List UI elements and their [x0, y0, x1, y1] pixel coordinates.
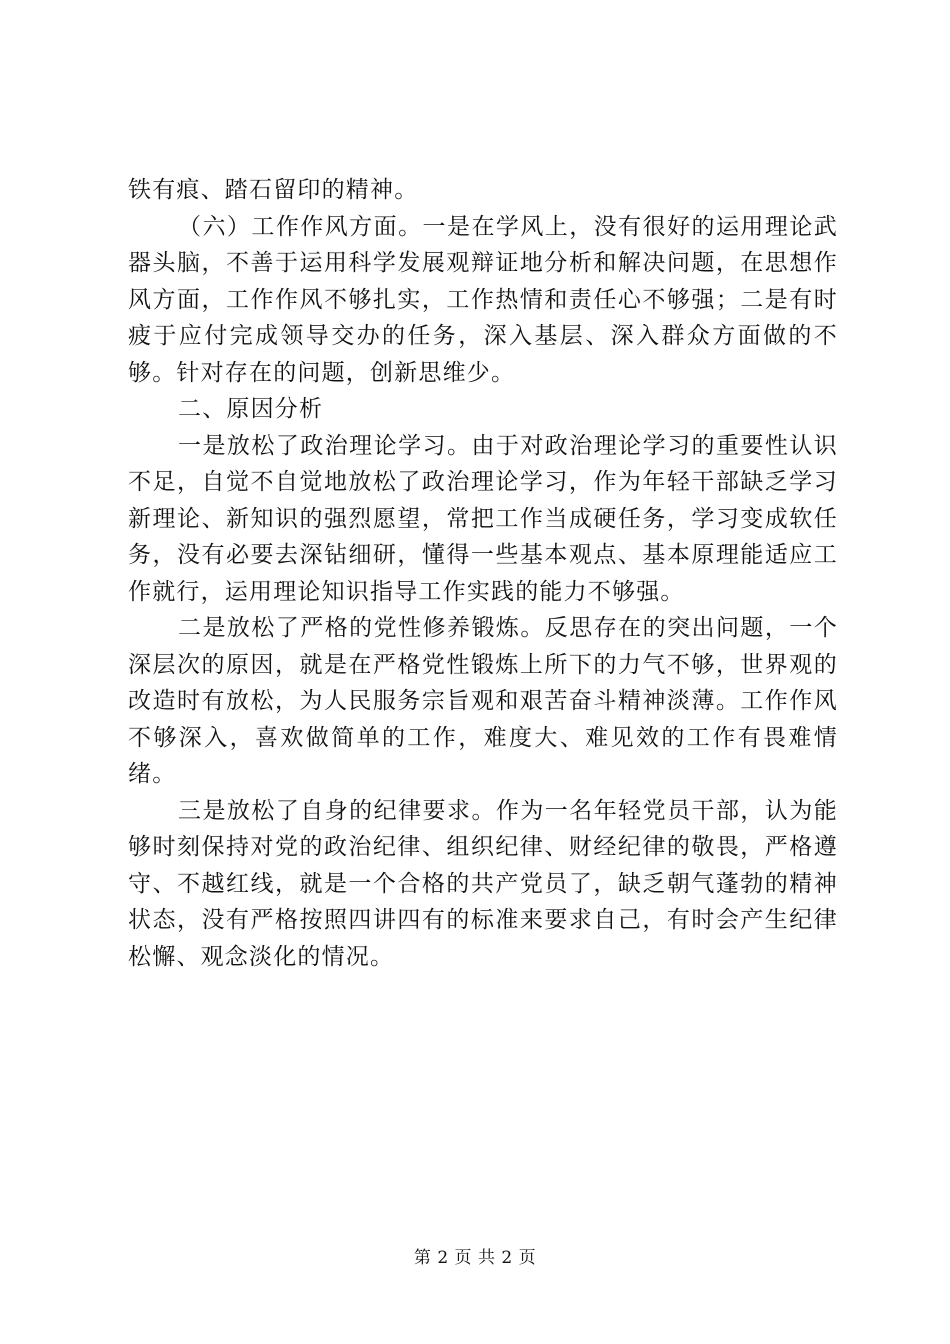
page-number-footer: 第 2 页 共 2 页	[413, 1248, 537, 1268]
paragraph-reason-two: 二是放松了严格的党性修养锻炼。反思存在的突出问题，一个深层次的原因，就是在严格党性锻炼上所下的力气不够，世界观的改造时有放松，为人民服务宗旨观和艰苦奋斗精神淡薄。工作作风不够深入，喜欢做简单的工作，难度大、难见效的工作有畏难情绪。	[128, 615, 838, 787]
document-body	[128, 172, 838, 975]
paragraph-work-style: （六）工作作风方面。一是在学风上，没有很好的运用理论武器头脑，不善于运用科学发展观辩证地分析和解决问题，在思想作风方面，工作作风不够扎实，工作热情和责任心不够强；二是有时疲于应付完成领导交办的任务，深入基层、深入群众方面做的不够。针对存在的问题，创新思维少。	[128, 213, 838, 386]
paragraph-continuation: 铁有痕、踏石留印的精神。	[128, 177, 419, 203]
paragraph-reason-three: 三是放松了自身的纪律要求。作为一名年轻党员干部，认为能够时刻保持对党的政治纪律、组织纪律、财经纪律的敬畏，严格遵守、不越红线，就是一个合格的共产党员了，缺乏朝气蓬勃的精神状态，没有严格按照四讲四有的标准来要求自己，有时会产生纪律松懈、观念淡化的情况。	[128, 797, 838, 970]
section-heading: 二、原因分析	[178, 396, 324, 422]
paragraph-reason-one: 一是放松了政治理论学习。由于对政治理论学习的重要性认识不足，自觉不自觉地放松了政治理论学习，作为年轻干部缺乏学习新理论、新知识的强烈愿望，常把工作当成硬任务，学习变成软任务，没有必要去深钻细研，懂得一些基本观点、基本原理能适应工作就行，运用理论知识指导工作实践的能力不够强。	[128, 432, 838, 605]
